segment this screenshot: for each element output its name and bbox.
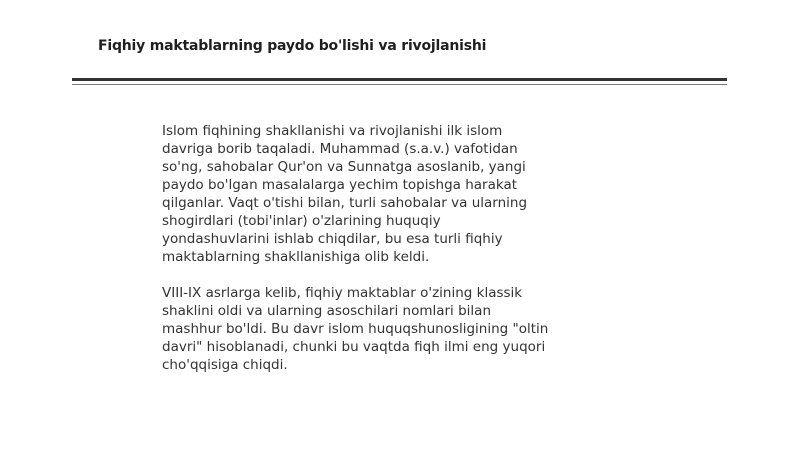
document-body (162, 122, 552, 392)
page-title: Fiqhiy maktablarning paydo bo'lishi va rivojlanishi (98, 38, 487, 54)
paragraph: Islom fiqhining shakllanishi va rivojlanishi ilk islom davriga borib taqaladi. Muhammad (s.a.v.) vafotidan so'ng, sahobalar Qur'on va Sunnatga asoslanib, yangi paydo bo'lgan masalalarga yechim topishga harakat qilganlar. Vaqt o'tishi bilan, turli sahobalar va ularning shogirdlari (tobi'inlar) o'zlarining huquqiy yondashuvlarini ishlab chiqdilar, bu esa turli fiqhiy maktablarning shakllanishiga olib keldi. (162, 123, 528, 265)
header-divider-thick (72, 78, 727, 81)
header-divider-thin (72, 84, 727, 85)
paragraph: VIII-IX asrlarga kelib, fiqhiy maktablar o'zining klassik shaklini oldi va ularning asoschilari nomlari bilan mashhur bo'ldi. Bu davr islom huquqshunosligining "oltin davri" hisoblanadi, chunki bu vaqtda fiqh ilmi eng yuqori cho'qqisiga chiqdi. (162, 285, 549, 373)
